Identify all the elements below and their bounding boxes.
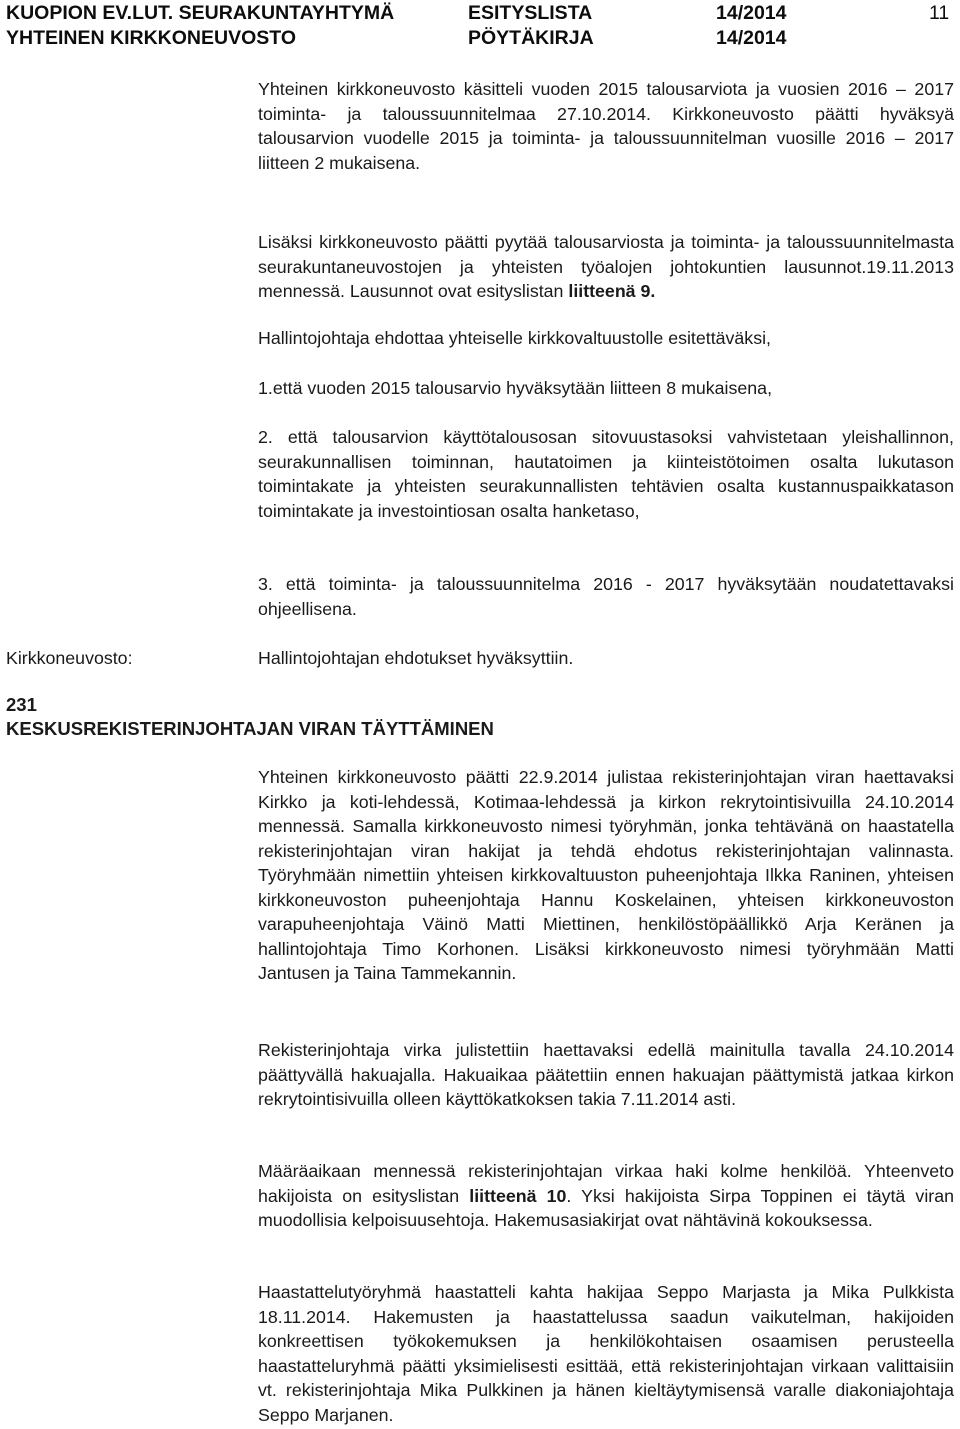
decision-text: Hallintojohtajan ehdotukset hyväksyttiin.: [258, 648, 574, 668]
proposal-item-1: 1.että vuoden 2015 talousarvio hyväksytään liitteen 8 mukaisena,: [258, 378, 773, 398]
statements-text: Lisäksi kirkkoneuvosto päätti pyytää talousarviosta ja toiminta- ja taloussuunnitelmasta seurakuntaneuvostojen ja yhteisten työalojen johtokuntien lausunnot.19.11.2013 mennessä. Lausunnot ovat esityslistan: [258, 232, 954, 301]
proposal-item-3: 3. että toiminta- ja taloussuunnitelma 2016 - 2017 hyväksytään noudatettavaksi ohjeellisena.: [258, 574, 954, 619]
paragraph-application-period: Rekisterinjohtaja virka julistettiin haettavaksi edellä mainitulla tavalla 24.10.2014 päättyvällä hakuajalla. Hakuaikaa päätettiin ennen hakuajan päättymistä jatkaa kirkon rekrytointisivuilla olleen käyttökatkoksen takia 7.11.2014 asti.: [258, 1040, 954, 1109]
proposal-item-2: 2. että talousarvion käyttötalousosan sitovuustasoksi vahvistetaan yleishallinnon, seurakunnallisen toiminnan, hautatoimen ja kiinteistötoimen osalta lukutason toimintakate ja yhteisten seurakunnallisten tehtävien osalta kustannuspaikkatason toimintakate ja investointiosan osalta hanketaso,: [258, 427, 954, 521]
decision-label: Kirkkoneuvosto:: [6, 648, 133, 668]
doctype-agenda: ESITYSLISTA: [468, 2, 593, 24]
paragraph-vacancy-announcement: Yhteinen kirkkoneuvosto päätti 22.9.2014 julistaa rekisterinjohtajan viran haettavaksi Kirkko ja koti-lehdessä, Kotimaa-lehdessä ja kirkon rekrytointisivuilla 24.10.2014 mennessä. Samalla kirkkoneuvosto nimesi työryhmän, jonka tehtävänä on haastatella rekisterinjohtajan viran hakijat ja tehdä ehdotus rekisterinjohtajan valinnasta. Työryhmään nimettiin yhteisen kirkkovaltuuston puheenjohtaja Ilkka Raninen, yhteisen kirkkoneuvoston puheenjohtaja Hannu Koskelainen, yhteisen kirkkoneuvoston varapuheenjohtaja Väinö Matti Miettinen, henkilöstöpäällikkö Arja Keränen ja hallintojohtaja Timo Korhonen. Lisäksi kirkkoneuvosto nimesi työryhmään Matti Jantusen ja Taina Tammekannin.: [258, 767, 954, 983]
page-number: 11: [929, 2, 950, 24]
applicants-text-b: . Yksi hakijoista Sirpa Toppinen ei täytä viran muodollisia kelpoisuusehtoja. Hakemusasiakirjat ovat nähtävinä kokouksessa.: [258, 1185, 954, 1230]
organization-name: KUOPION EV.LUT. SEURAKUNTAYHTYMÄ: [6, 2, 395, 24]
meeting-number-agenda: 14/2014: [716, 2, 787, 24]
document-header: [6, 2, 956, 50]
paragraph-interviews: Haastattelutyöryhmä haastatteli kahta hakijaa Seppo Marjasta ja Mika Pulkkista 18.11.2014. Hakemusten ja haastattelussa saadun vaikutelman, hakijoiden konkreettisen työkokemuksen ja henkilökohtaisen osaamisen perusteella haastatteluryhmä päätti yksimielisesti esittää, että rekisterinjohtajan virkaan valittaisiin vt. rekisterinjohtaja Mika Pulkkinen ja hänen kieltäytymisensä varalle diakoniajohtaja Seppo Marjanen.: [258, 1282, 954, 1425]
paragraph-budget-review: Yhteinen kirkkoneuvosto käsitteli vuoden 2015 talousarviota ja vuosien 2016 – 2017 toiminta- ja taloussuunnitelmaa 27.10.2014. Kirkkoneuvosto päätti hyväksyä talousarvion vuodelle 2015 ja toiminta- ja taloussuunnitelman vuosille 2016 – 2017 liitteen 2 mukaisena.: [258, 79, 954, 173]
applicants-text-a: Määräaikaan mennessä rekisterinjohtajan virkaa haki kolme henkilöä. Yhteenveto hakijoista on esityslistan: [258, 1161, 954, 1206]
paragraph-statements: [258, 230, 954, 304]
section-title: KESKUSREKISTERINJOHTAJAN VIRAN TÄYTTÄMINEN: [6, 718, 494, 739]
attachment-ref-9: liitteenä 9.: [568, 281, 656, 301]
paragraph-applicants: [258, 1159, 954, 1233]
attachment-ref-10: liitteenä 10: [469, 1185, 567, 1206]
proposal-intro: Hallintojohtaja ehdottaa yhteiselle kirkkovaltuustolle esitettäväksi,: [258, 328, 771, 348]
body-name: YHTEINEN KIRKKONEUVOSTO: [6, 27, 297, 49]
section-number: 231: [6, 694, 37, 715]
meeting-number-minutes: 14/2014: [716, 27, 787, 49]
doctype-minutes: PÖYTÄKIRJA: [468, 27, 594, 49]
